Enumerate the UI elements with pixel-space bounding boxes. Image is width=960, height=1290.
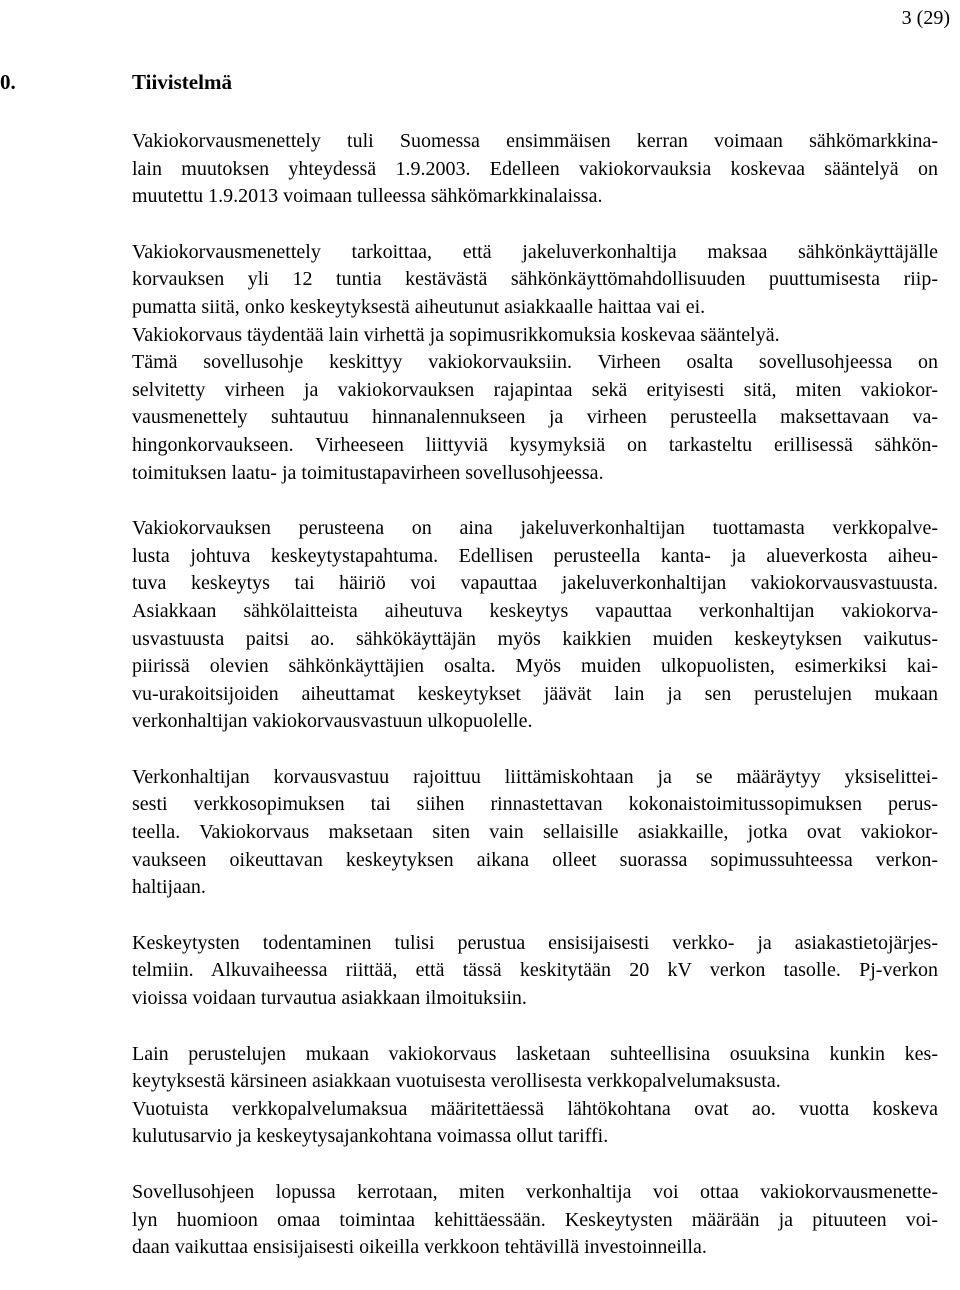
text-line: Lain perustelujen mukaan vakiokorvaus lasketaan suhteellisina osuuksina kunkin kes- [132, 1042, 938, 1065]
text-line: Verkonhaltijan korvausvastuu rajoittuu liittämiskohtaan ja se määräytyy yksiselittei- [132, 765, 938, 788]
text-line: hingonkorvaukseen. Virheeseen liittyviä kysymyksiä on tarkasteltu erillisessä sähkön- [132, 433, 938, 456]
paragraph [132, 1041, 938, 1151]
text-line: vaukseen oikeuttavan keskeytyksen aikana olleet suorassa sopimussuhteessa verkon- [132, 848, 938, 871]
text-line: pumatta siitä, onko keskeytyksestä aiheutunut asiakkaalle haittaa vai ei. [132, 295, 706, 318]
text-line: telmiin. Alkuvaiheessa riittää, että tässä keskitytään 20 kV verkon tasolle. Pj-verkon [132, 959, 938, 982]
paragraph [132, 1179, 938, 1262]
text-line: teella. Vakiokorvaus maksetaan siten vain sellaisille asiakkaille, jotka ovat vakiokor- [132, 821, 938, 844]
paragraph [132, 239, 938, 487]
text-line: kulutusarvio ja keskeytysajankohtana voimassa ollut tariffi. [132, 1125, 609, 1148]
paragraph [132, 930, 938, 1013]
text-line: lain muutoksen yhteydessä 1.9.2003. Edelleen vakiokorvauksia koskevaa sääntelyä on [132, 157, 938, 180]
body-text [132, 128, 938, 1290]
section-title: Tiivistelmä [132, 70, 232, 94]
text-line: Vakiokorvausmenettely tarkoittaa, että jakeluverkonhaltija maksaa sähkönkäyttäjälle [132, 240, 938, 263]
text-line: haltijaan. [132, 876, 206, 899]
text-line: Vakiokorvaus täydentää lain virhettä ja sopimusrikkomuksia koskevaa sääntelyä. [132, 323, 780, 346]
paragraph [132, 128, 938, 211]
text-line: Vakiokorvauksen perusteena on aina jakeluverkonhaltijan tuottamasta verkkopalve- [132, 517, 938, 540]
paragraph [132, 515, 938, 736]
text-line: vioissa voidaan turvautua asiakkaan ilmoituksiin. [132, 987, 527, 1010]
text-line: selvitetty virheen ja vakiokorvauksen rajapintaa sekä erityisesti sitä, miten vakiokor- [132, 378, 938, 401]
section-heading [0, 68, 232, 96]
text-line: muutettu 1.9.2013 voimaan tulleessa sähkömarkkinalaissa. [132, 185, 603, 208]
text-line: Keskeytysten todentaminen tulisi perustua ensisijaisesti verkko- ja asiakastietojärjes- [132, 931, 938, 954]
text-line: Tämä sovellusohje keskittyy vakiokorvauksiin. Virheen osalta sovellusohjeessa on [132, 351, 938, 374]
text-line: piirissä olevien sähkönkäyttäjien osalta. Myös muiden ulkopuolisten, esimerkiksi kai- [132, 655, 938, 678]
text-line: daan vaikuttaa ensisijaisesti oikeilla verkkoon tehtävillä investoinneilla. [132, 1236, 707, 1259]
page-number: 3 (29) [901, 7, 950, 29]
text-line: verkonhaltijan vakiokorvausvastuun ulkopuolelle. [132, 710, 533, 733]
text-line: toimituksen laatu- ja toimitustapavirheen sovellusohjeessa. [132, 461, 604, 484]
text-line: Sovellusohjeen lopussa kerrotaan, miten verkonhaltija voi ottaa vakiokorvausmenette- [132, 1181, 938, 1203]
text-line: vu-urakoitsijoiden aiheuttamat keskeytykset jäävät lain ja sen perustelujen mukaan [132, 682, 938, 705]
text-line: tuva keskeytys tai häiriö voi vapauttaa jakeluverkonhaltijan vakiokorvausvastuusta. [132, 572, 938, 595]
text-line: Vuotuista verkkopalvelumaksua määritettäessä lähtökohtana ovat ao. vuotta koskeva [132, 1097, 938, 1120]
paragraph [132, 764, 938, 902]
text-line: keytyksestä kärsineen asiakkaan vuotuisesta verollisesta verkkopalvelumaksusta. [132, 1070, 781, 1093]
text-line: korvauksen yli 12 tuntia kestävästä sähkönkäyttömahdollisuuden puuttumisesta riip- [132, 268, 938, 291]
text-line: vausmenettely suhtautuu hinnanalennukseen ja virheen perusteella maksettavaan va- [132, 406, 938, 429]
text-line: Vakiokorvausmenettely tuli Suomessa ensimmäisen kerran voimaan sähkömarkkina- [132, 130, 938, 152]
text-line: lyn huomioon omaa toimintaa kehittäessään. Keskeytysten määrään ja pituuteen voi- [132, 1208, 938, 1231]
text-line: usvastuusta paitsi ao. sähkökäyttäjän myös kaikkien muiden keskeytyksen vaikutus- [132, 627, 938, 650]
text-line: Asiakkaan sähkölaitteista aiheutuva keskeytys vapauttaa verkonhaltijan vakiokorva- [132, 599, 938, 622]
text-line: lusta johtuva keskeytystapahtuma. Edellisen perusteella kanta- ja alueverkosta aiheu- [132, 544, 938, 567]
section-number: 0. [0, 70, 16, 94]
text-line: sesti verkkosopimuksen tai siihen rinnastettavan kokonaistoimitussopimuksen perus- [132, 793, 938, 816]
